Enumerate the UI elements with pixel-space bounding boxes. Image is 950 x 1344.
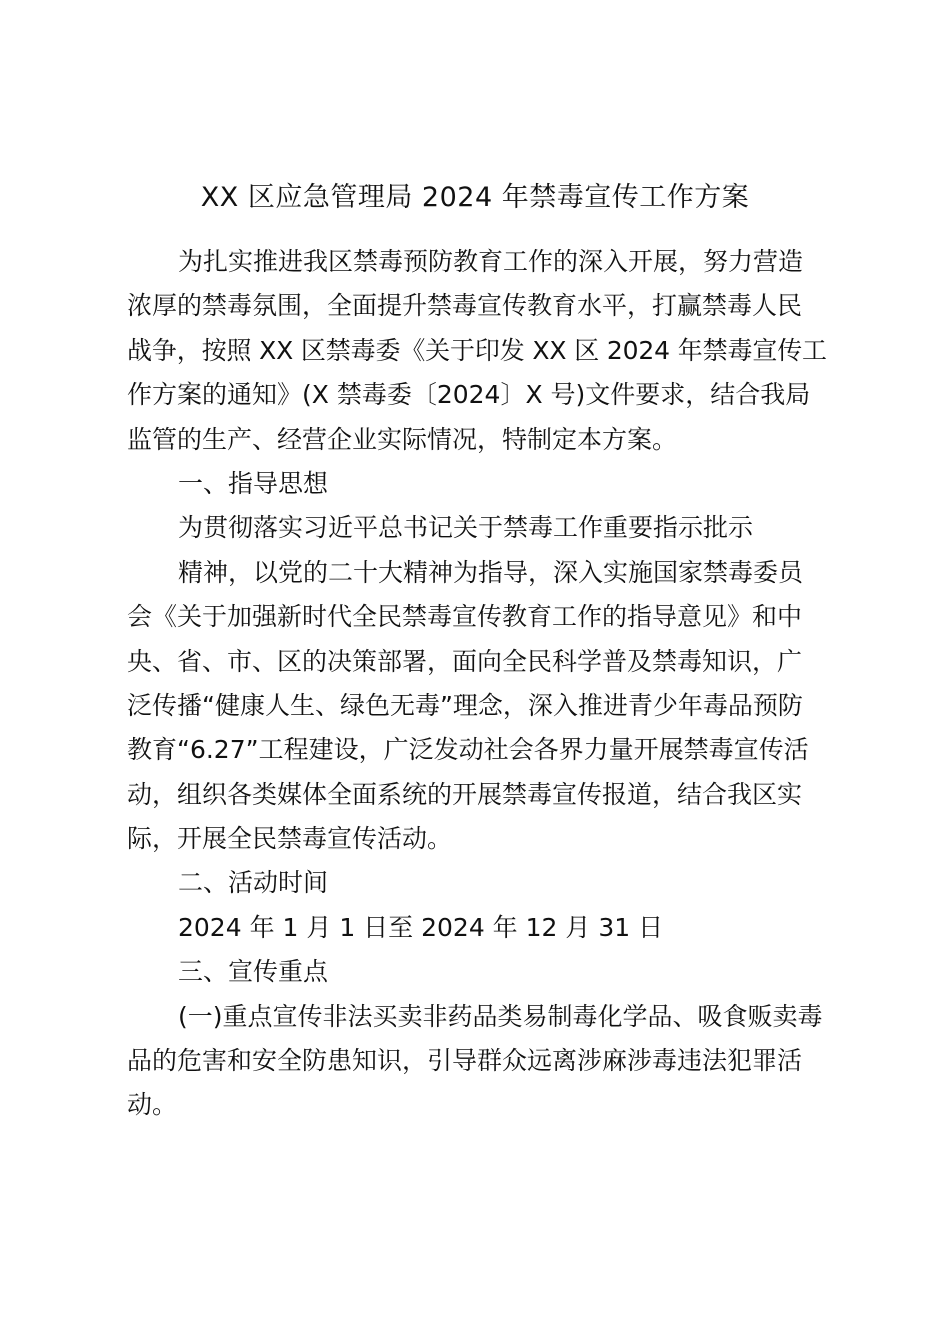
text-line: 一、指导思想 xyxy=(178,468,329,498)
text-line: 品的危害和安全防患知识，引导群众远离涉麻涉毒违法犯罪活 xyxy=(127,1046,803,1076)
text-line: 二、活动时间 xyxy=(178,868,329,898)
text-line: 作方案的通知》(X 禁毒委〔2024〕X 号)文件要求，结合我局 xyxy=(127,380,811,410)
text-line: 精神，以党的二十大精神为指导，深入实施国家禁毒委员 xyxy=(178,557,804,587)
document-body xyxy=(127,240,827,1128)
text-line: 为贯彻落实习近平总书记关于禁毒工作重要指示批示 xyxy=(178,513,754,543)
text-line: 2024 年 1 月 1 日至 2024 年 12 月 31 日 xyxy=(178,912,664,942)
text-line: 会《关于加强新时代全民禁毒宣传教育工作的指导意见》和中 xyxy=(127,602,803,632)
text-line: (一)重点宣传非法买卖非药品类易制毒化学品、吸食贩卖毒 xyxy=(178,1001,823,1031)
text-line: 教育“6.27”工程建设，广泛发动社会各界力量开展禁毒宣传活 xyxy=(127,735,809,765)
text-line: 为扎实推进我区禁毒预防教育工作的深入开展，努力营造 xyxy=(178,247,804,276)
text-line: 战争，按照 XX 区禁毒委《关于印发 XX 区 2024 年禁毒宣传工 xyxy=(127,335,827,365)
text-line: 际，开展全民禁毒宣传活动。 xyxy=(127,824,453,854)
text-line: 浓厚的禁毒氛围，全面提升禁毒宣传教育水平，打赢禁毒人民 xyxy=(127,291,803,321)
text-line: 监管的生产、经营企业实际情况，特制定本方案。 xyxy=(127,424,678,454)
text-line: 动。 xyxy=(127,1090,178,1120)
text-line: 央、省、市、区的决策部署，面向全民科学普及禁毒知识，广 xyxy=(127,646,803,676)
text-line: 动，组织各类媒体全面系统的开展禁毒宣传报道，结合我区实 xyxy=(127,779,803,809)
document-title: XX 区应急管理局 2024 年禁毒宣传工作方案 xyxy=(200,182,750,213)
text-line: 三、宣传重点 xyxy=(178,957,329,987)
text-line: 泛传播“健康人生、绿色无毒”理念，深入推进青少年毒品预防 xyxy=(127,690,803,720)
